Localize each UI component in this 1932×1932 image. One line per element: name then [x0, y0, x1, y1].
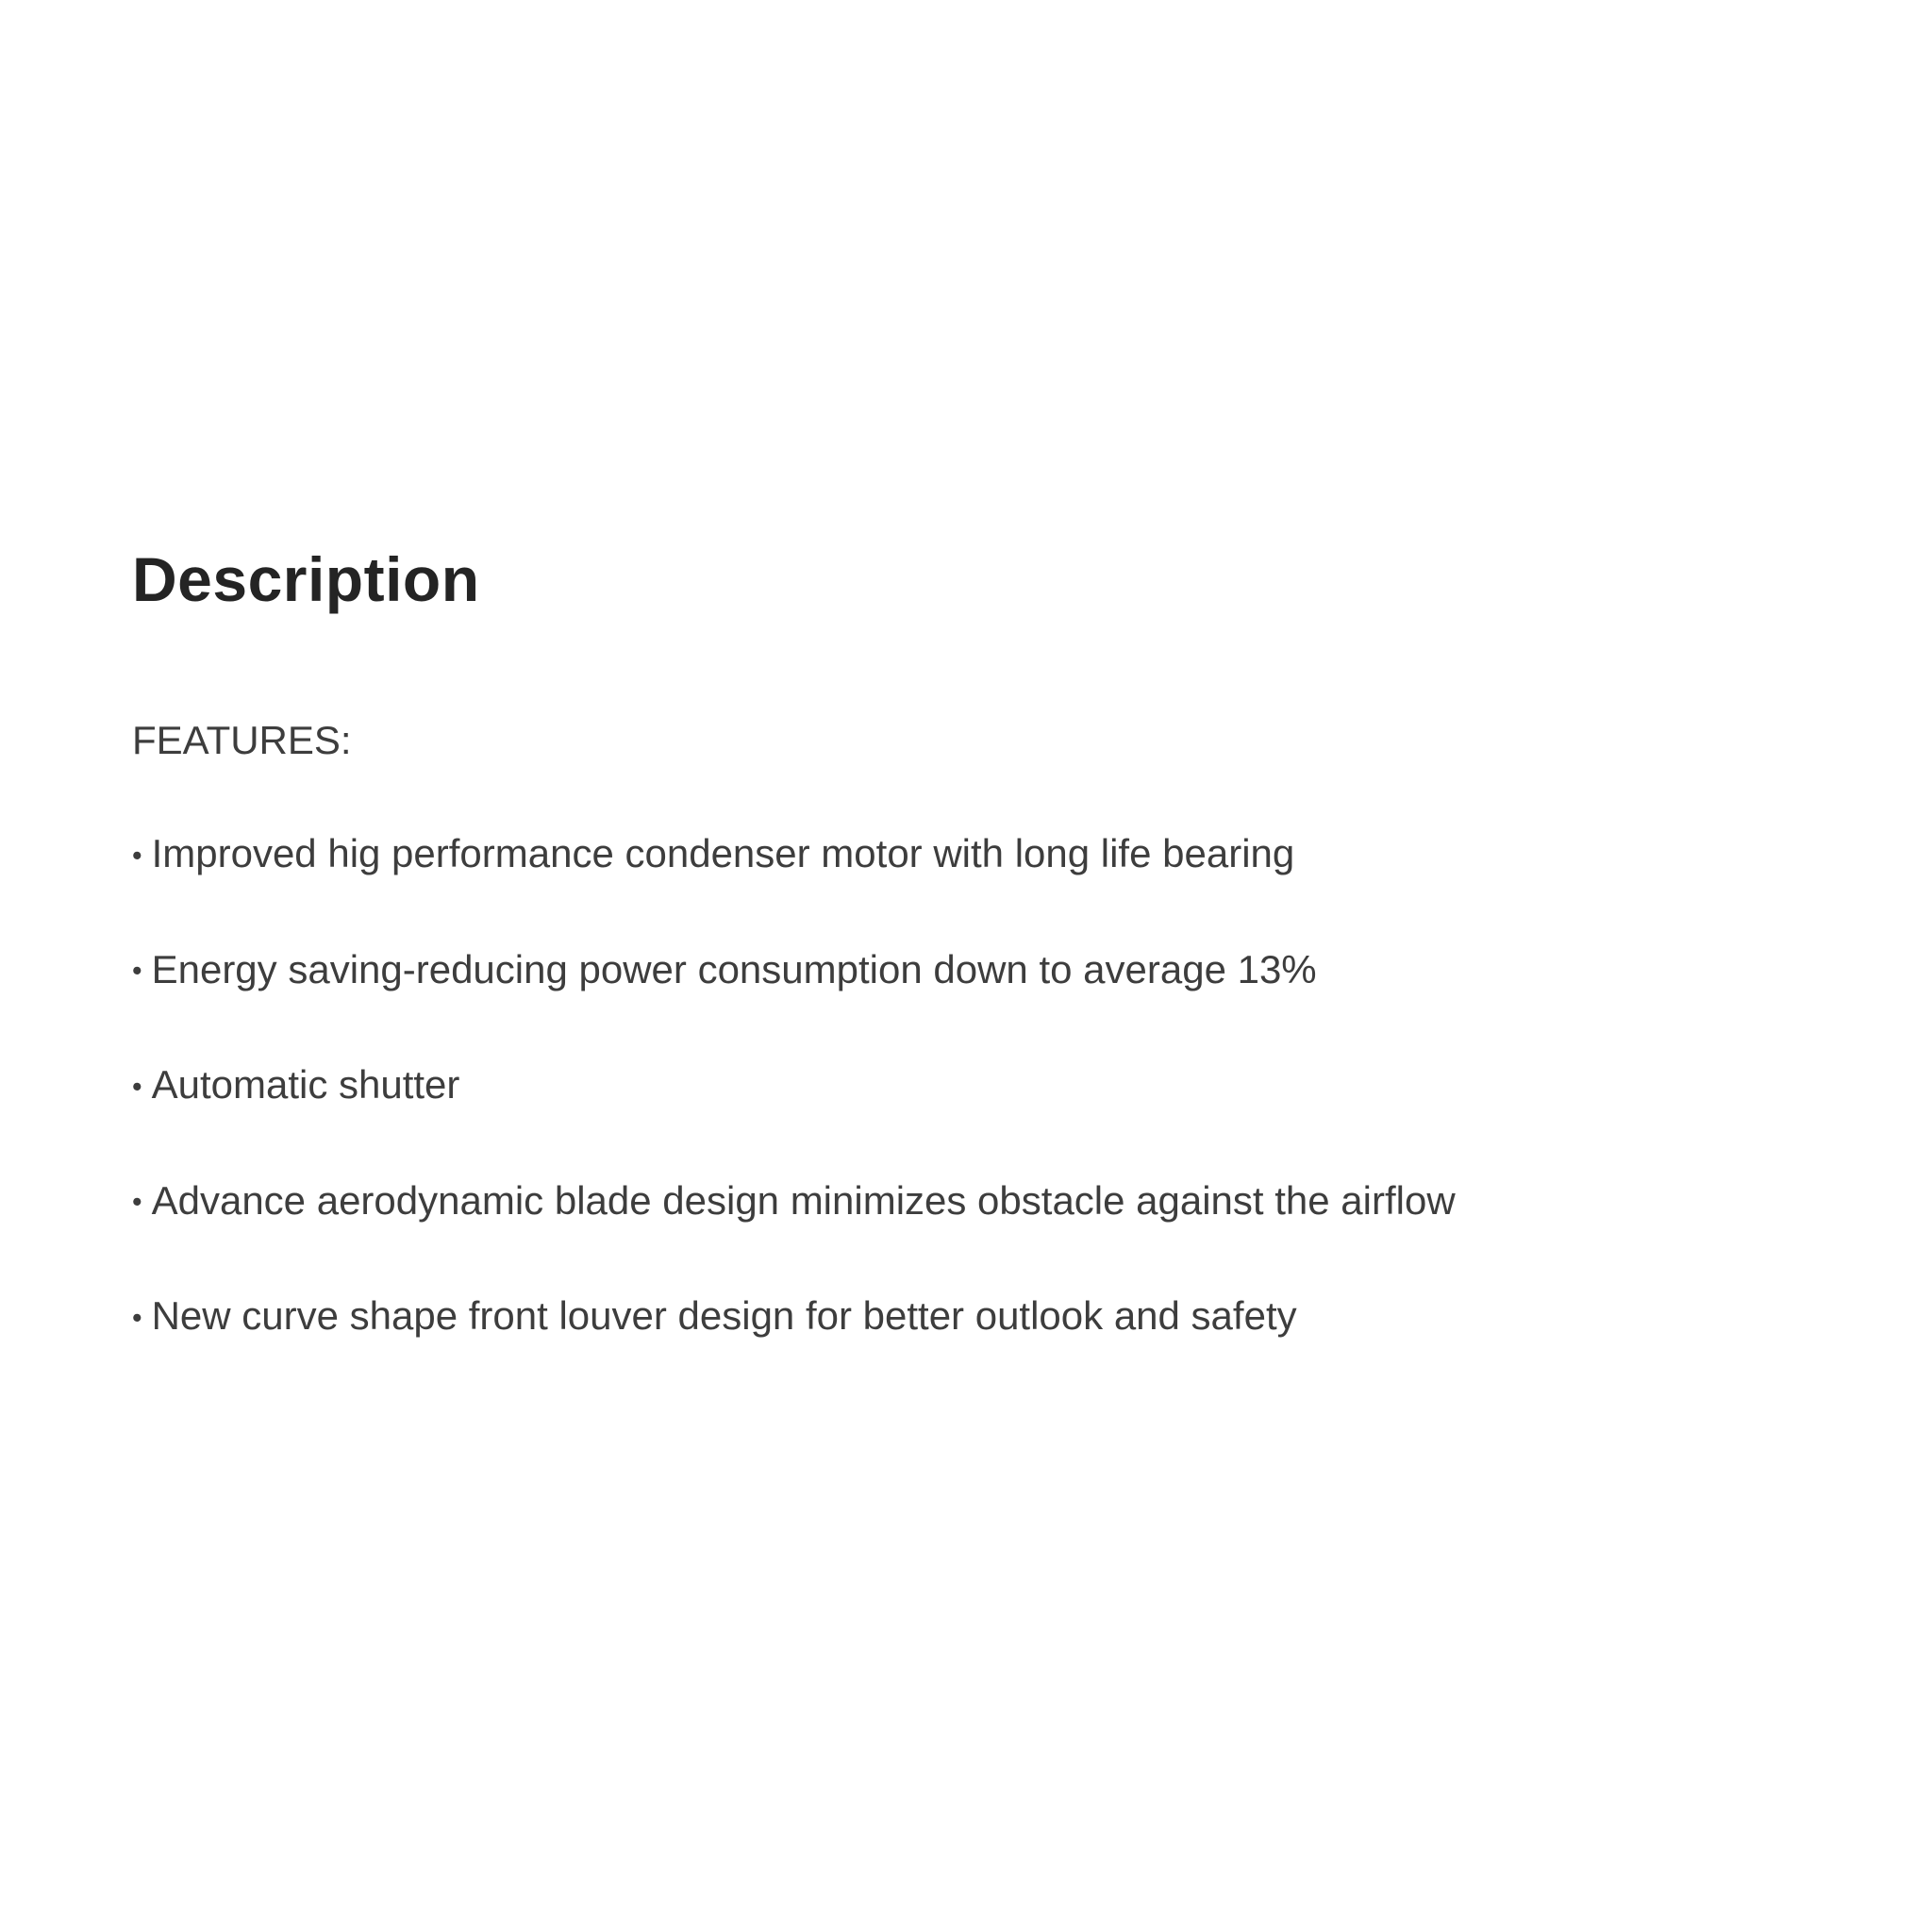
feature-bullet-text: Advance aerodynamic blade design minimizes obstacle against the airflow	[151, 1177, 1456, 1223]
feature-bullet-text: New curve shape front louver design for better outlook and safety	[151, 1293, 1297, 1339]
features-label: FEATURES:	[132, 718, 352, 762]
feature-bullet-text: Automatic shutter	[151, 1062, 460, 1108]
description-heading: Description	[132, 544, 480, 614]
description-section	[132, 545, 1819, 1405]
feature-bullet-item	[132, 1058, 1819, 1115]
feature-bullet-item	[132, 1289, 1819, 1346]
features-list	[132, 826, 1819, 1346]
feature-bullet-item	[132, 826, 1819, 884]
bullet-icon: •	[132, 1187, 142, 1219]
feature-bullet-text: Energy saving-reducing power consumption down to average 13%	[151, 946, 1317, 991]
feature-bullet-item	[132, 942, 1819, 1000]
bullet-icon: •	[132, 1302, 142, 1334]
feature-bullet-item	[132, 1174, 1819, 1231]
bullet-icon: •	[132, 956, 142, 988]
bullet-icon: •	[132, 840, 142, 872]
feature-bullet-text: Improved hig performance condenser motor with long life bearing	[151, 831, 1295, 875]
bullet-icon: •	[132, 1071, 142, 1103]
